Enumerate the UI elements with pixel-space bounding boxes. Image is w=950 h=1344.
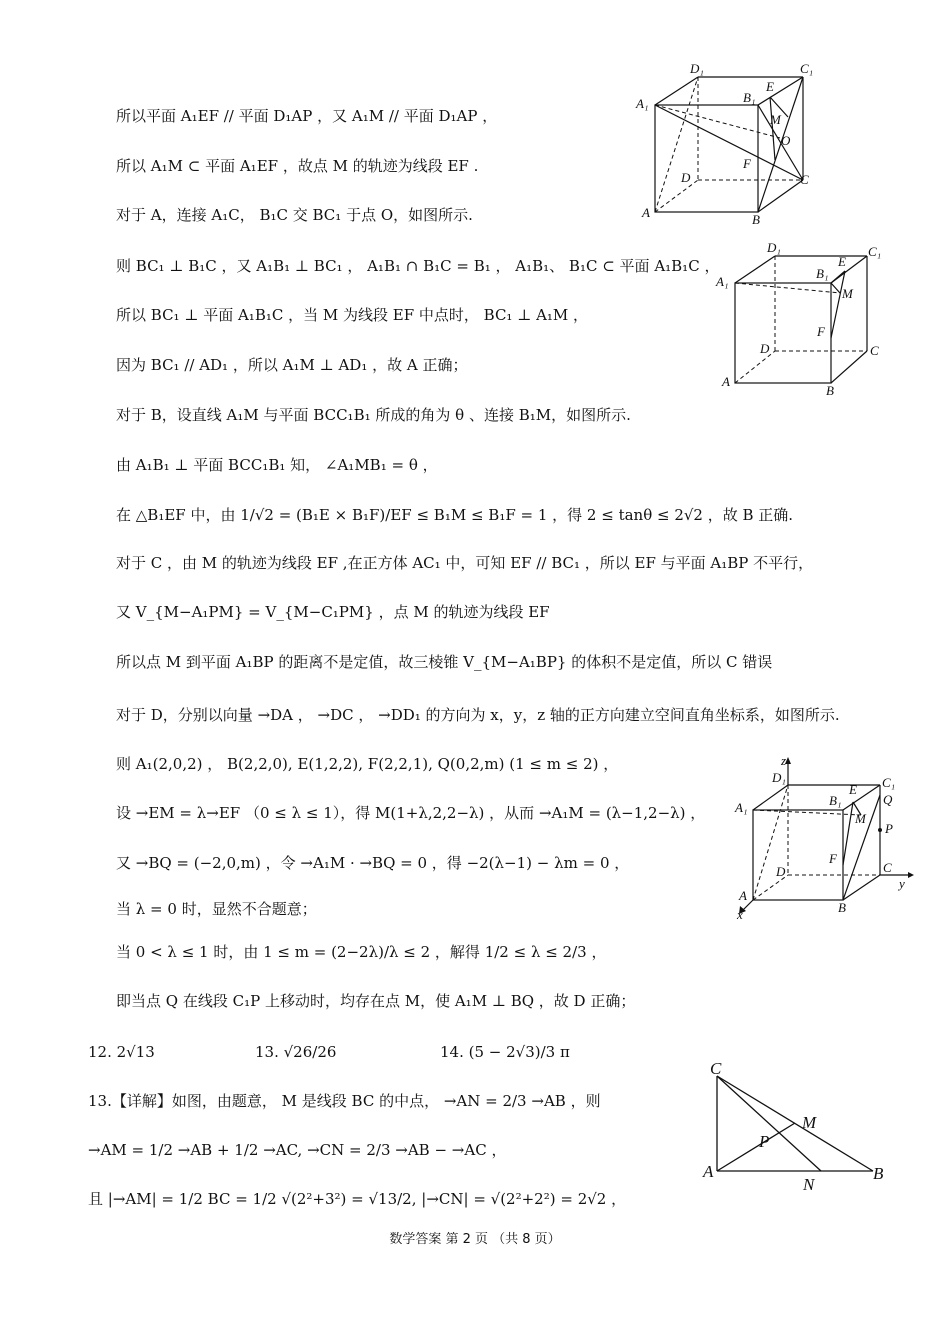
text-line-6: 因为 BC₁ // AD₁ ，所以 A₁M ⊥ AD₁ ，故 A 正确；	[116, 356, 468, 374]
label-D: D	[776, 864, 786, 879]
label-D: D	[760, 341, 770, 356]
label-C: C	[883, 860, 892, 875]
label-A: A	[642, 205, 650, 220]
label-A: A	[739, 888, 747, 903]
label-E: E	[849, 782, 857, 797]
label-C1: C₁	[800, 61, 814, 76]
label-F: F	[743, 156, 751, 171]
page-footer: 数学答案 第 2 页 （共 8 页）	[389, 1232, 561, 1247]
label-D1: D₁	[690, 61, 704, 76]
label-z: z	[781, 755, 787, 768]
label-E: E	[838, 254, 846, 269]
label-N: N	[803, 1175, 815, 1194]
text-line-23: 13.【详解】如图，由题意， M 是线段 BC 的中点， →AN = 2/3 →AB ，则	[88, 1092, 601, 1110]
label-A1: A₁	[636, 96, 649, 111]
label-F: F	[817, 324, 825, 339]
label-C: C	[870, 343, 879, 358]
text-line-13: 对于 D，分别以向量 →DA ， →DC ， →DD₁ 的方向为 x，y，z 轴的正方向建立空间直角坐标系，如图所示.	[116, 706, 840, 724]
label-D: D	[681, 170, 691, 185]
label-M: M	[802, 1113, 817, 1132]
label-M: M	[855, 811, 866, 826]
cube-figure-1	[630, 60, 830, 230]
label-D1: D₁	[767, 240, 781, 255]
text-line-5: 所以 BC₁ ⊥ 平面 A₁B₁C ，当 M 为线段 EF 中点时， BC₁ ⊥ A₁M ，	[116, 306, 589, 324]
cube-figure-2	[710, 238, 900, 398]
text-line-10: 对于 C ，由 M 的轨迹为线段 EF ,在正方体 AC₁ 中，可知 EF // BC₁ ，所以 EF 与平面 A₁BP 不平行，	[116, 554, 814, 572]
label-Q: Q	[883, 792, 893, 807]
text-line-8: 由 A₁B₁ ⊥ 平面 BCC₁B₁ 知， ∠A₁MB₁ = θ ，	[116, 456, 438, 474]
label-B1: B₁	[816, 266, 829, 281]
label-O: O	[781, 133, 791, 148]
text-line-14: 则 A₁(2,0,2) ， B(2,2,0), E(1,2,2), F(2,2,1), Q(0,2,m) (1 ≤ m ≤ 2) ，	[116, 755, 619, 773]
text-line-19: 即当点 Q 在线段 C₁P 上移动时，均存在点 M，使 A₁M ⊥ BQ ，故 D 正确；	[116, 992, 636, 1010]
label-C: C	[710, 1059, 722, 1078]
text-line-9: 在 △B₁EF 中，由 1/√2 = (B₁E × B₁F)/EF ≤ B₁M ≤ B₁F = 1 ，得 2 ≤ tanθ ≤ 2√2 ，故 B 正确.	[116, 506, 794, 524]
label-A1: A₁	[716, 274, 729, 289]
label-B1: B₁	[829, 793, 842, 808]
label-A1: A₁	[735, 800, 748, 815]
text-line-3: 对于 A，连接 A₁C， B₁C 交 BC₁ 于点 O，如图所示.	[116, 206, 473, 224]
text-line-11: 又 V_{M−A₁PM} = V_{M−C₁PM} ，点 M 的轨迹为线段 EF	[116, 603, 550, 621]
answer-13: 13. √26/26	[255, 1043, 337, 1061]
label-M: M	[842, 286, 853, 301]
label-B: B	[826, 383, 834, 398]
label-P: P	[759, 1132, 770, 1151]
label-C: C	[800, 172, 809, 187]
text-line-4: 则 BC₁ ⊥ B₁C ，又 A₁B₁ ⊥ BC₁ ， A₁B₁ ∩ B₁C = B₁ ， A₁B₁、 B₁C ⊂ 平面 A₁B₁C ，	[116, 257, 720, 275]
label-F: F	[829, 851, 837, 866]
text-line-24: →AM = 1/2 →AB + 1/2 →AC, →CN = 2/3 →AB − →AC ，	[88, 1141, 507, 1159]
text-line-17: 当 λ = 0 时，显然不合题意；	[116, 900, 317, 918]
label-A: A	[703, 1162, 714, 1181]
label-C1: C₁	[882, 775, 896, 790]
cube-figure-3	[725, 755, 915, 925]
label-D1: D₁	[772, 770, 786, 785]
text-line-1: 所以平面 A₁EF // 平面 D₁AP ，又 A₁M // 平面 D₁AP ，	[116, 107, 498, 125]
answer-12: 12. 2√13	[88, 1043, 155, 1061]
label-C1: C₁	[868, 244, 882, 259]
label-B1: B₁	[743, 90, 756, 105]
text-line-12: 所以点 M 到平面 A₁BP 的距离不是定值，故三棱锥 V_{M−A₁BP} 的体积不是定值，所以 C 错误	[116, 653, 773, 671]
text-line-25: 且 |→AM| = 1/2 BC = 1/2 √(2²+3²) = √13/2, |→CN| = √(2²+2²) = 2√2 ，	[88, 1190, 627, 1208]
label-B: B	[838, 900, 846, 915]
text-line-16: 又 →BQ = (−2,0,m) ，令 →A₁M · →BQ = 0 ，得 −2(λ−1) − λm = 0 ，	[116, 854, 630, 872]
label-B: B	[752, 212, 760, 227]
triangle-figure	[695, 1058, 895, 1198]
label-E: E	[766, 79, 774, 94]
text-line-7: 对于 B，设直线 A₁M 与平面 BCC₁B₁ 所成的角为 θ 、连接 B₁M，如图所示.	[116, 406, 631, 424]
text-line-2: 所以 A₁M ⊂ 平面 A₁EF ，故点 M 的轨迹为线段 EF .	[116, 157, 479, 175]
label-y: y	[899, 876, 905, 891]
label-B: B	[873, 1164, 884, 1183]
label-M: M	[770, 112, 781, 127]
text-line-18: 当 0 < λ ≤ 1 时，由 1 ≤ m = (2−2λ)/λ ≤ 2 ，解得 1/2 ≤ λ ≤ 2/3 ，	[116, 943, 607, 961]
answer-14: 14. (5 − 2√3)/3 π	[440, 1043, 570, 1061]
label-x: x	[737, 907, 743, 922]
text-line-15: 设 →EM = λ→EF （0 ≤ λ ≤ 1），得 M(1+λ,2,2−λ) ，从而 →A₁M = (λ−1,2−λ) ，	[116, 804, 706, 822]
label-P: P	[885, 821, 893, 836]
label-A: A	[722, 374, 730, 389]
